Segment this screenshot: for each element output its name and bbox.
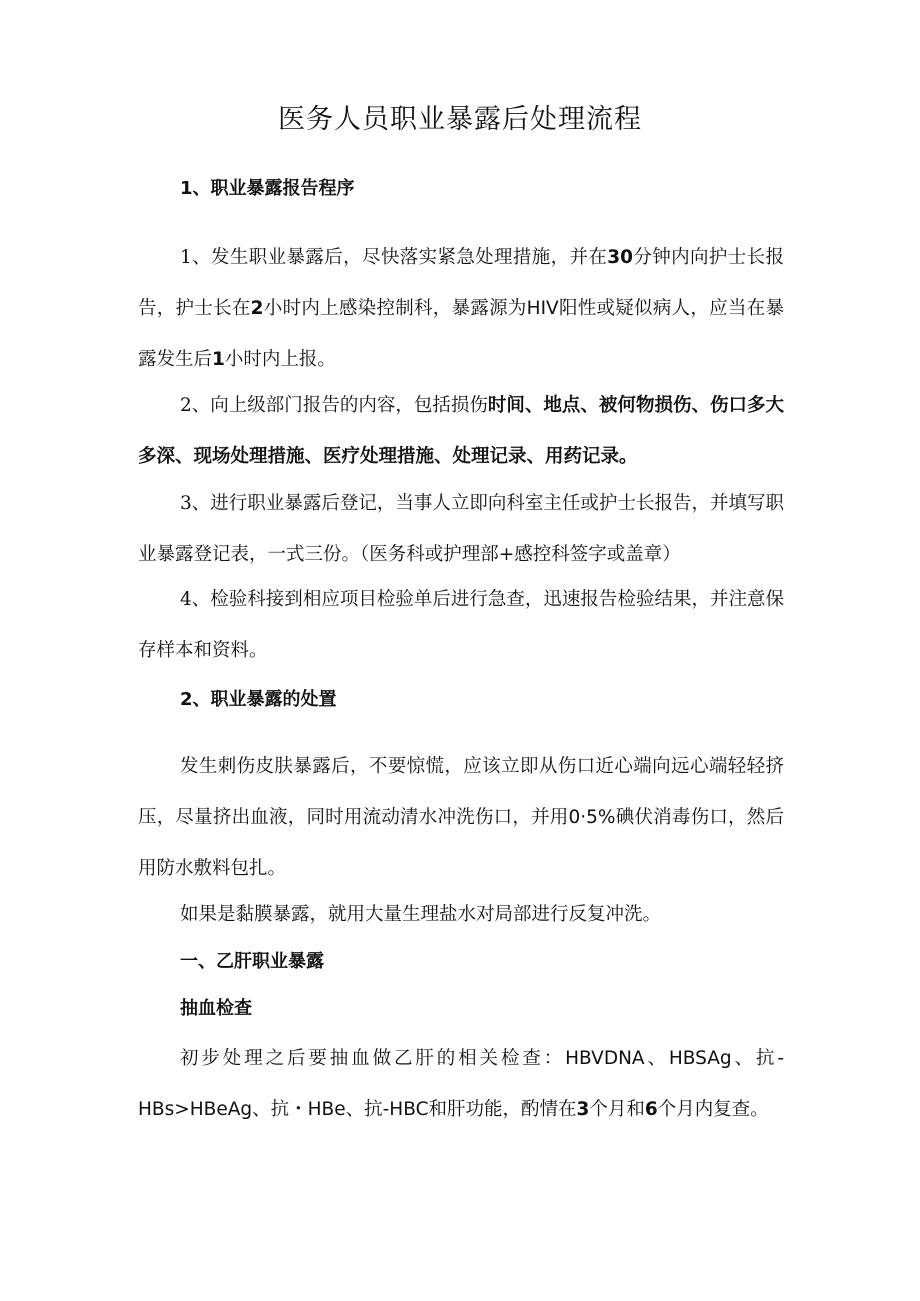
report-step-1-hiv: HIV <box>526 298 559 319</box>
report-step-1-hour: 1 <box>212 349 225 370</box>
report-step-1-text-a: 1、发生职业暴露后，尽快落实紧急处理措施，并在 <box>180 247 608 268</box>
subheading-blood-test: 抽血检查 <box>180 998 252 1019</box>
report-step-2-bold-items: 时间、地点、被何物损伤、伤口多大多深、现场处理措施、医疗处理措施、处理记录、用药记录。 <box>138 395 784 467</box>
report-step-1-text-e: 小时内上报。 <box>224 349 336 370</box>
hepatitis-b-test-text-c: 个月和 <box>589 1099 645 1120</box>
report-step-1-text-d: 阳性或疑似病人，应当在暴露发生后 <box>138 298 784 370</box>
report-step-1-text-b: 分钟内向护士长报告，护士长在 <box>138 247 784 319</box>
puncture-handling-paragraph <box>138 741 784 894</box>
report-step-4: 4、检验科接到相应项目检验单后进行急查，迅速报告检验结果，并注意保存样本和资料。 <box>138 589 784 661</box>
recheck-months-6: 6 <box>644 1099 658 1120</box>
report-step-1-text-c: 小时内上感染控制科，暴露源为 <box>263 298 527 319</box>
mucosa-handling-paragraph: 如果是黏膜暴露，就用大量生理盐水对局部进行反复冲洗。 <box>180 904 662 925</box>
report-step-1 <box>138 232 784 385</box>
report-step-1-minutes: 30 <box>607 247 634 268</box>
hepatitis-b-test-text-a: 初步处理之后要抽血做乙肝的相关检查： <box>180 1048 566 1069</box>
report-step-2 <box>138 380 784 482</box>
report-step-3: 3、进行职业暴露后登记，当事人立即向科室主任或护士长报告，并填写职业暴露登记表，一式三份。（医务科或护理部+感控科签字或盖章） <box>138 493 784 565</box>
report-step-1-hours: 2 <box>250 298 264 319</box>
section-heading-hepatitis-b: 一、乙肝职业暴露 <box>180 951 324 972</box>
section-heading-report-procedure: 1、职业暴露报告程序 <box>180 178 355 199</box>
document-title: 医务人员职业暴露后处理流程 <box>278 104 642 135</box>
puncture-handling-text-b: 碘伏消毒伤口，然后用防水敷料包扎。 <box>138 807 784 879</box>
hepatitis-b-test-text-d: 个月内复查。 <box>657 1099 769 1120</box>
hepatitis-b-test-paragraph <box>138 1033 784 1135</box>
iodophor-concentration: 0·5% <box>568 807 616 828</box>
hepatitis-b-test-text-b: 和肝功能，酌情在 <box>428 1099 577 1120</box>
recheck-months-3: 3 <box>576 1099 590 1120</box>
report-step-2-text: 2、向上级部门报告的内容，包括损伤 <box>180 395 488 416</box>
hepatitis-b-test-list: HBVDNA、HBSAg、抗-HBs>HBeAg、抗・HBe、抗-HBC <box>138 1048 784 1120</box>
section-heading-exposure-handling: 2、职业暴露的处置 <box>180 689 337 710</box>
puncture-handling-text-a: 发生刺伤皮肤暴露后，不要惊慌，应该立即从伤口近心端向远心端轻轻挤压，尽量挤出血液，同时用流动清水冲洗伤口，并用 <box>138 756 784 828</box>
